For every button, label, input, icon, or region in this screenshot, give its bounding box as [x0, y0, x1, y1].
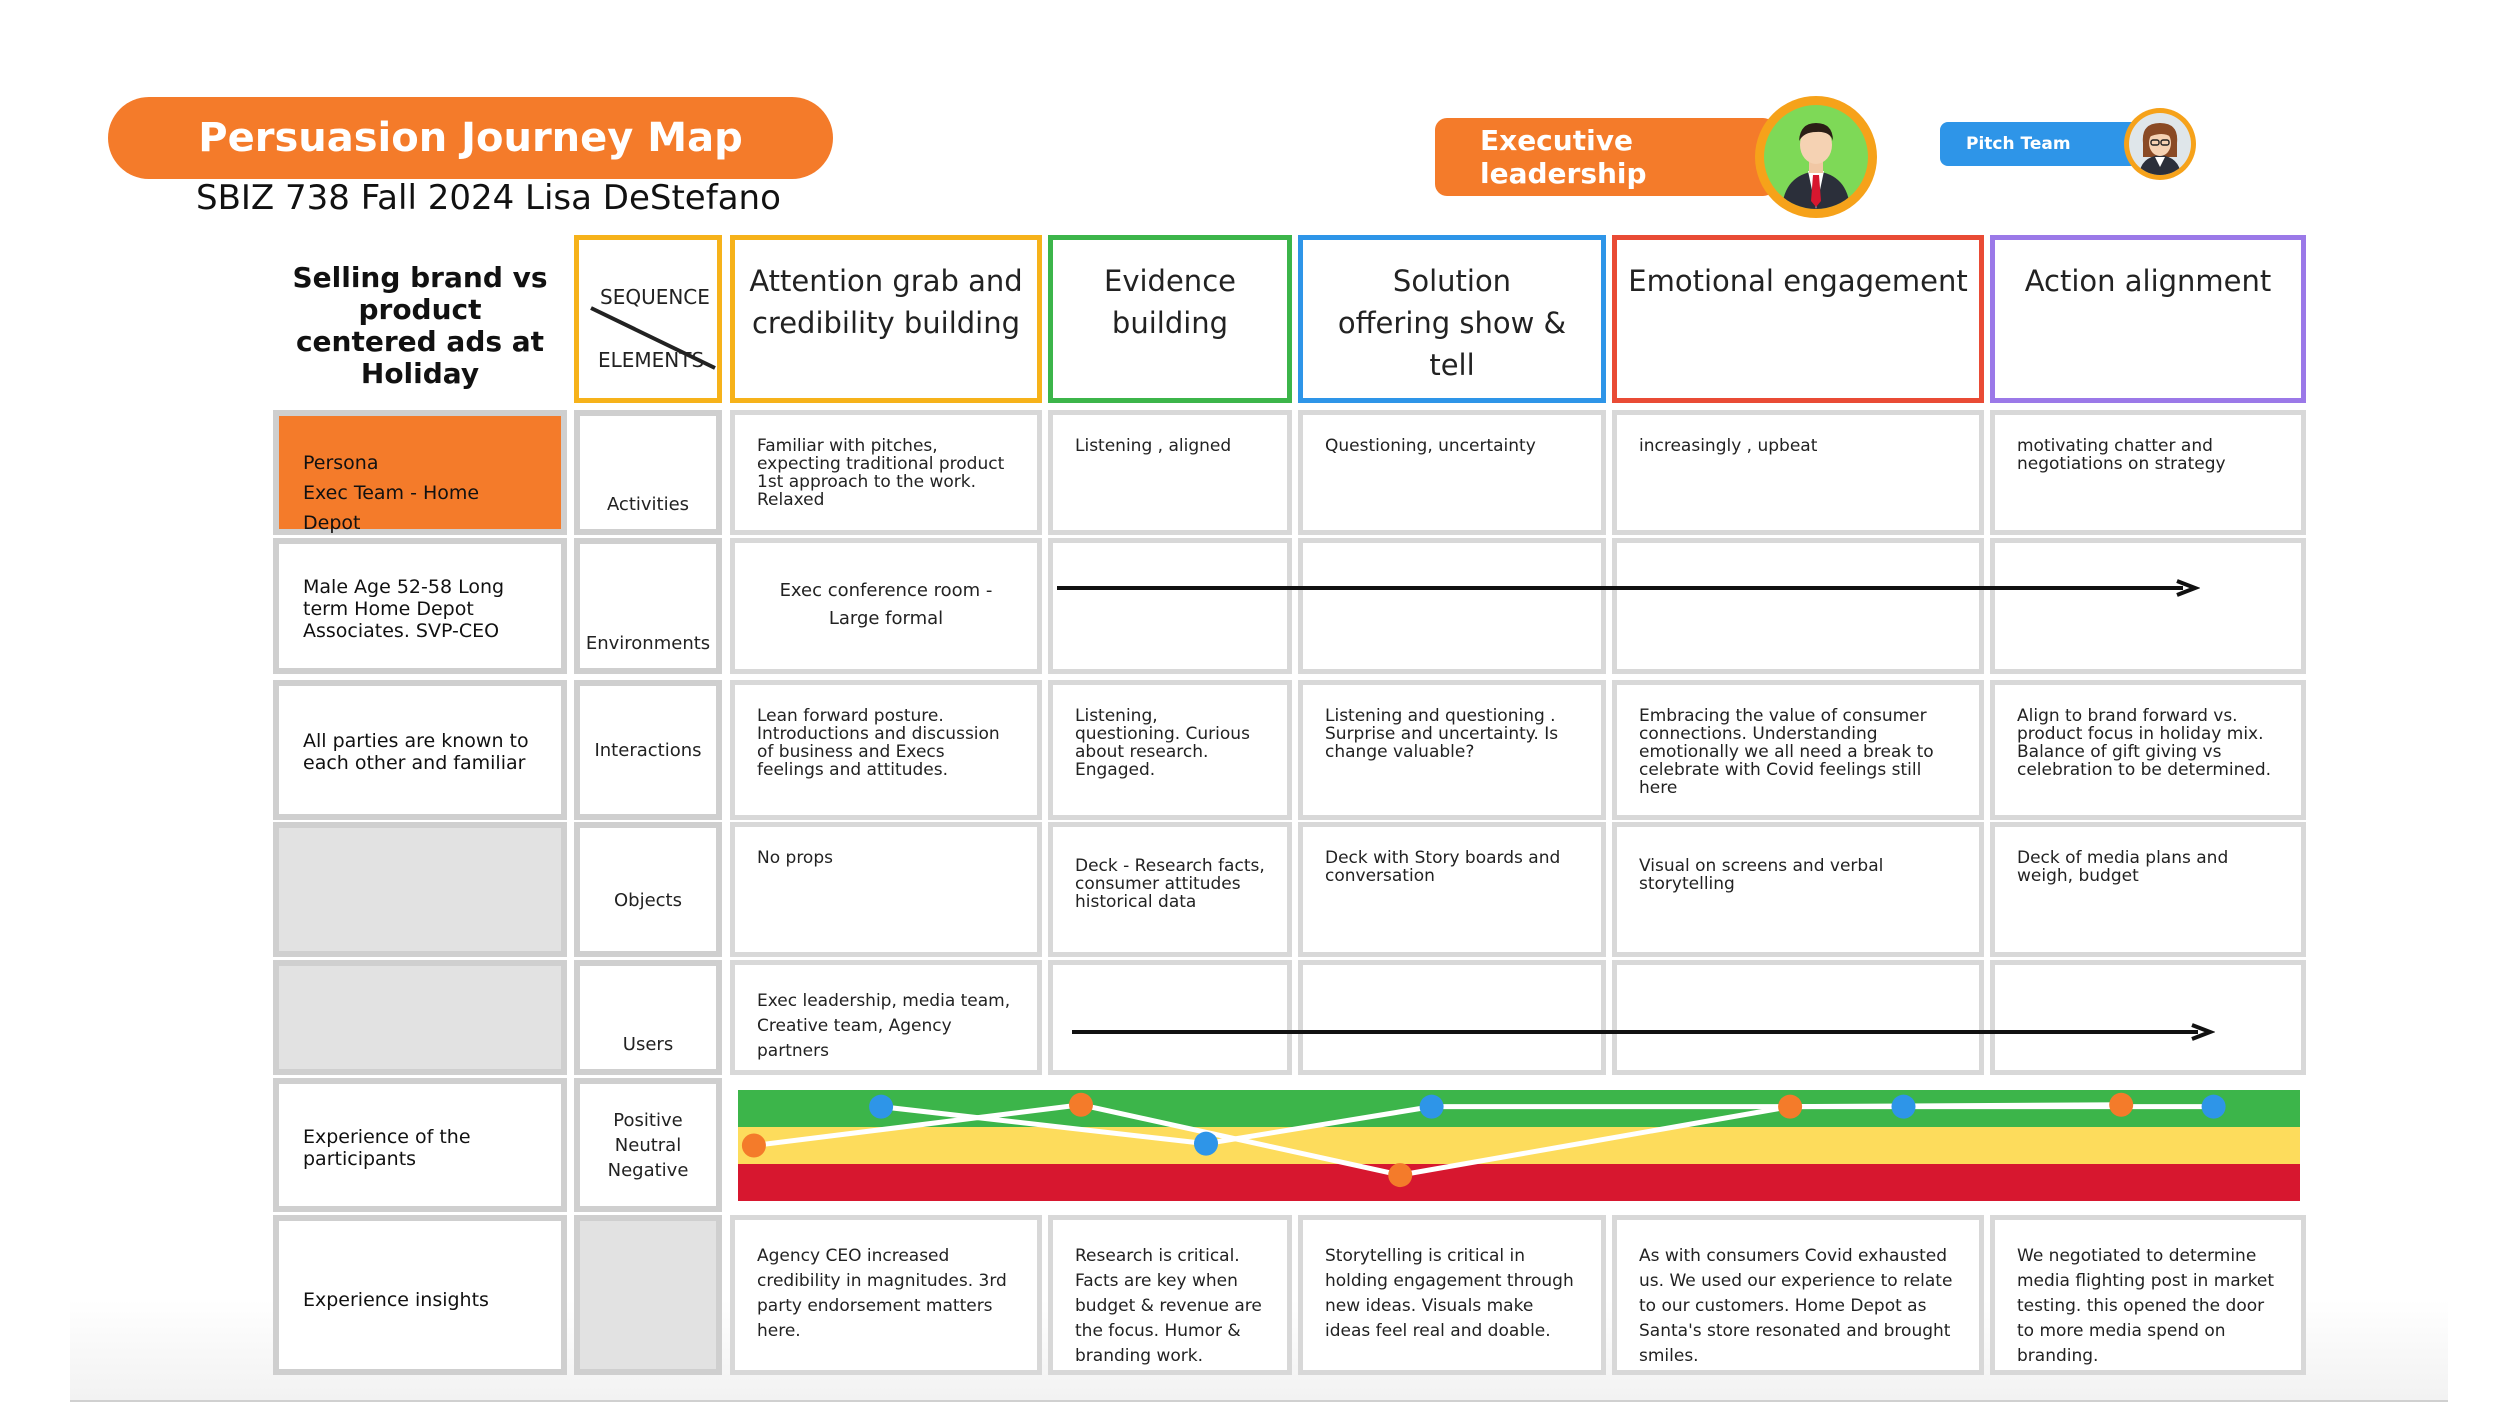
category-experience [574, 1078, 722, 1212]
stage-label: Action alignment [2024, 264, 2272, 298]
users-cell-action [1990, 960, 2306, 1075]
interactions-cell-emotional: Embracing the value of consumer connections. Understanding emotionally we all need a break to celebrate with Covid feelings still here [1612, 680, 1984, 820]
environments-cell-attention: Exec conference room - Large formal [730, 538, 1042, 674]
category-interactions: Interactions [574, 680, 722, 820]
elements-label: ELEMENTS [598, 348, 705, 372]
experience-point-0-4 [2109, 1093, 2133, 1117]
users-cell-solution [1298, 960, 1606, 1075]
insights-cell-attention: Agency CEO increased credibility in magnitudes. 3rd party endorsement matters here. [730, 1215, 1042, 1375]
category-users: Users [574, 960, 722, 1075]
experience-label: Experience of the participants [273, 1078, 567, 1212]
environments-continuation-arrow [1055, 578, 2200, 598]
objects-cell-solution: Deck with Story boards and conversation [1298, 822, 1606, 957]
band-negative [738, 1164, 2300, 1201]
environments-cell-solution [1298, 538, 1606, 674]
interactions-cell-action: Align to brand forward vs. product focus in holiday mix. Balance of gift giving vs celebration to be determined. [1990, 680, 2306, 820]
activities-cell-evidence: Listening , aligned [1048, 410, 1292, 535]
insights-label: Experience insights [273, 1215, 567, 1375]
pitch-team-badge [1940, 122, 2140, 166]
page-subtitle: SBIZ 738 Fall 2024 Lisa DeStefano [196, 178, 781, 218]
insights-cell-solution: Storytelling is critical in holding engagement through new ideas. Visuals make ideas feel real and doable. [1298, 1215, 1606, 1375]
businessman-icon [1764, 105, 1868, 209]
interactions-cell-attention: Lean forward posture. Introductions and discussion of business and Execs feelings and attitudes. [730, 680, 1042, 820]
stage-header-attention [730, 235, 1042, 403]
experience-point-0-1 [1069, 1093, 1093, 1117]
relationship-label: All parties are known to each other and familiar [273, 680, 567, 820]
objects-cell-evidence: Deck - Research facts, consumer attitudes historical data [1048, 822, 1292, 957]
activities-cell-attention: Familiar with pitches, expecting traditional product 1st approach to the work. Relaxed [730, 410, 1042, 535]
insights-category-empty [574, 1215, 722, 1375]
stage-header-action [1990, 235, 2306, 403]
users-cell-emotional [1612, 960, 1984, 1075]
users-cell-attention: Exec leadership, media team, Creative team, Agency partners [730, 960, 1042, 1075]
neutral-label: Neutral [614, 1134, 682, 1156]
experience-point-1-0 [869, 1095, 893, 1119]
experience-point-0-3 [1778, 1095, 1802, 1119]
activities-cell-solution: Questioning, uncertainty [1298, 410, 1606, 535]
insights-cell-action: We negotiated to determine media flighting post in market testing. this opened the door to more media spend on branding. [1990, 1215, 2306, 1375]
category-environments: Environments [574, 538, 722, 674]
objects-cell-emotional: Visual on screens and verbal storytelling [1612, 822, 1984, 957]
persona-subtitle: Exec Team - Home Depot [303, 482, 480, 534]
band-neutral [738, 1127, 2300, 1164]
positive-label: Positive [613, 1109, 683, 1131]
experience-point-0-2 [1388, 1163, 1412, 1187]
users-row-label-empty [273, 960, 567, 1075]
negative-label: Negative [607, 1159, 689, 1181]
executive-leadership-label: Executive leadership [1480, 124, 1647, 190]
experience-point-1-2 [1420, 1095, 1444, 1119]
stage-header-evidence [1048, 235, 1292, 403]
stage-label: Solution offering show & tell [1337, 264, 1567, 382]
title-banner [108, 97, 833, 179]
demographic-label: Male Age 52-58 Long term Home Depot Associates. SVP-CEO [273, 538, 567, 674]
stage-header-solution [1298, 235, 1606, 403]
interactions-cell-evidence: Listening, questioning. Curious about research. Engaged. [1048, 680, 1292, 820]
executive-leadership-badge [1435, 118, 1775, 196]
objects-row-label-empty [273, 822, 567, 957]
persona-title: Persona [303, 452, 379, 474]
persona-label [273, 410, 567, 535]
activities-cell-emotional: increasingly , upbeat [1612, 410, 1984, 535]
objects-cell-attention: No props [730, 822, 1042, 957]
executive-avatar [1755, 96, 1877, 218]
experience-point-1-3 [1892, 1095, 1916, 1119]
slide-bottom-rule [70, 1400, 2448, 1402]
journey-topic: Selling brand vs product centered ads at Holiday [292, 261, 548, 390]
experience-chart [738, 1085, 2300, 1205]
sequence-elements-header [574, 235, 722, 403]
stage-header-emotional [1612, 235, 1984, 403]
page-title: Persuasion Journey Map [198, 115, 743, 161]
pitch-team-label: Pitch Team [1966, 134, 2071, 154]
users-cell-evidence [1048, 960, 1292, 1075]
objects-cell-action: Deck of media plans and weigh, budget [1990, 822, 2306, 957]
users-continuation-arrow [1070, 1022, 2215, 1042]
interactions-cell-solution: Listening and questioning . Surprise and uncertainty. Is change valuable? [1298, 680, 1606, 820]
activities-cell-action: motivating chatter and negotiations on strategy [1990, 410, 2306, 535]
environments-cell-evidence [1048, 538, 1292, 674]
stage-label: Evidence building [1104, 264, 1236, 340]
environments-cell-emotional [1612, 538, 1984, 674]
diagonal-divider [579, 240, 717, 398]
category-activities: Activities [574, 410, 722, 535]
experience-point-0-0 [742, 1134, 766, 1158]
pitch-team-avatar [2124, 108, 2196, 180]
experience-point-1-4 [2202, 1095, 2226, 1119]
stage-label: Emotional engagement [1628, 264, 1968, 298]
sequence-label: SEQUENCE [600, 285, 710, 309]
category-objects: Objects [574, 822, 722, 957]
experience-point-1-1 [1194, 1132, 1218, 1156]
insights-cell-emotional: As with consumers Covid exhausted us. We used our experience to relate to our customers. Home Depot as Santa's store resonated and brought smiles. [1612, 1215, 1984, 1375]
businesswoman-icon [2129, 113, 2191, 175]
stage-label: Attention grab and credibility building [749, 264, 1023, 340]
environments-cell-action [1990, 538, 2306, 674]
insights-cell-evidence: Research is critical. Facts are key when budget & revenue are the focus. Humor & branding work. [1048, 1215, 1292, 1375]
